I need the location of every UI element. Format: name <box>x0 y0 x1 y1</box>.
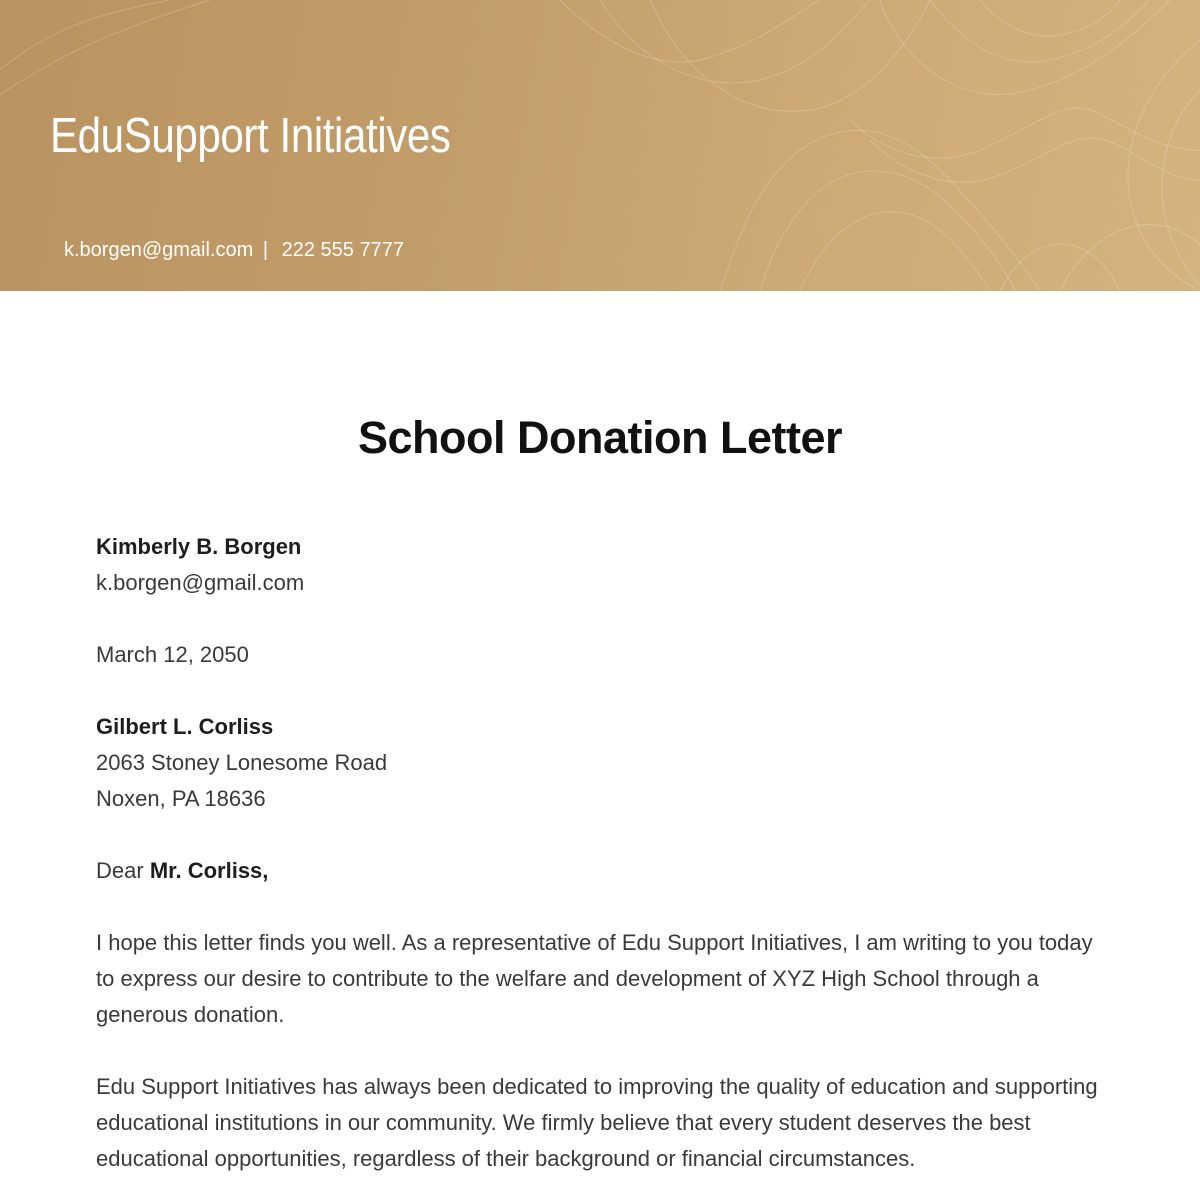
recipient-block <box>96 709 1106 817</box>
letter-date: March 12, 2050 <box>96 642 249 667</box>
body-paragraph-2: Edu Support Initiatives has always been dedicated to improving the quality of education and supporting educational institutions in our community. We firmly believe that every student deserves the best educational opportunities, regardless of their background or financial circumstances. <box>96 1074 1098 1171</box>
body-paragraph-1: I hope this letter finds you well. As a representative of Edu Support Initiatives, I am writing to you today to express our desire to contribute to the welfare and development of XYZ High School through a generous donation. <box>96 930 1093 1027</box>
salutation <box>96 853 1106 889</box>
sender-name: Kimberly B. Borgen <box>96 534 302 559</box>
sender-block <box>96 529 1106 601</box>
recipient-address-line2: Noxen, PA 18636 <box>96 786 266 811</box>
salutation-greeting: Dear <box>96 858 144 883</box>
header-banner <box>0 0 1200 291</box>
letter-content <box>96 529 1106 1200</box>
recipient-address-line1: 2063 Stoney Lonesome Road <box>96 750 388 775</box>
contact-separator: | <box>262 239 269 261</box>
header-email[interactable]: k.borgen@gmail.com <box>64 239 254 261</box>
organization-name: EduSupport Initiatives <box>50 109 451 163</box>
salutation-name: Mr. Corliss, <box>149 858 269 883</box>
sender-email[interactable]: k.borgen@gmail.com <box>96 570 305 595</box>
recipient-name: Gilbert L. Corliss <box>96 714 274 739</box>
header-phone[interactable]: 222 555 7777 <box>281 239 404 261</box>
document-title: School Donation Letter <box>358 412 842 463</box>
header-contact <box>64 239 404 262</box>
